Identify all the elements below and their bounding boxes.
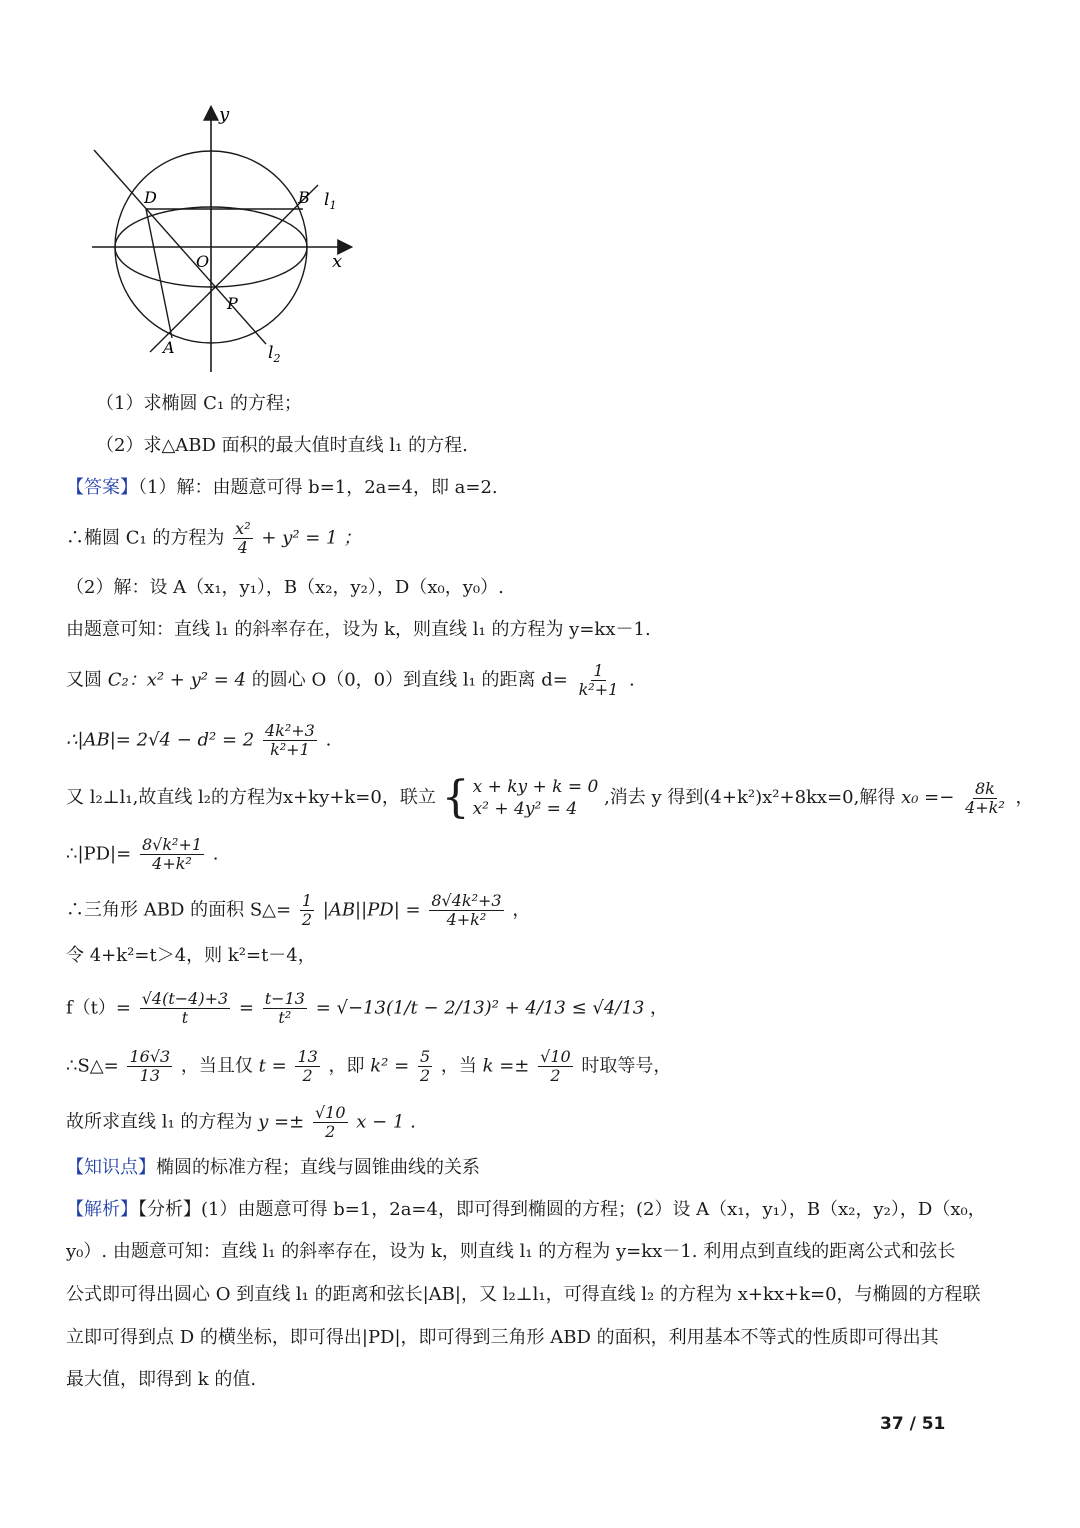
substitution-line: 令 4+k²=t＞4，则 k²=t－4， xyxy=(66,945,316,966)
label-l2: $l_2$ xyxy=(268,343,281,365)
label-x: x xyxy=(332,251,343,272)
frac-f2: $\frac{t-13}{\text{t²}}$ xyxy=(264,989,305,1027)
frac-distance: $\frac{1}{\text{k²+1}}$ xyxy=(578,661,619,699)
distance-line: 又圆 C₂：x² + y² = 4 的圆心 O（0，0）到直线 l₁ 的距离 d= $\frac{1}{\text{k²+1}}$ . xyxy=(66,661,635,699)
page-number: 37 / 51 xyxy=(880,1414,946,1434)
segment-da xyxy=(146,209,172,338)
area-line: ∴三角形 ABD 的面积 S△= $\frac{1}{2}$ |AB||PD| = $\frac{\text{8√4k²+3}}{\text{4+k²}}$ ， xyxy=(66,891,531,929)
analysis-line-4: 立即可得到点 D 的横坐标，即可得出|PD|，即可得到三角形 ABD 的面积，利用基本不等式的性质即可得出其 xyxy=(66,1327,939,1348)
line-l2-system: 又 l₂⊥l₁,故直线 l₂的方程为x+ky+k=0，联立 { x + ky + k = 0 x² + 4y² = 4 ,消去 y 得到(4+k²)x²+8kx=0,解得 x₀ =− $\frac{8k}{\text{4+k²}}$ ， xyxy=(66,772,1034,823)
frac-area: $\frac{\text{8√4k²+3}}{\text{4+k²}}$ xyxy=(431,891,502,929)
knowledge-point-text: 椭圆的标准方程；直线与圆锥曲线的关系 xyxy=(156,1157,480,1178)
label-a: A xyxy=(163,338,175,357)
answer-1-text: （1）解：由题意可得 b=1，2a=4，即 a=2. xyxy=(138,477,498,498)
label-o: O xyxy=(196,252,210,271)
frac-x0: $\frac{8k}{\text{4+k²}}$ xyxy=(965,778,1005,817)
geometry-figure xyxy=(80,100,440,380)
frac-final: $\frac{√10}{2}$ xyxy=(314,1103,346,1141)
answer-tag: 【答案】 xyxy=(66,477,138,498)
analysis-line-3: 公式即可得出圆心 O 到直线 l₁ 的距离和弦长|AB|，又 l₂⊥l₁，可得直线 l₂ 的方程为 x+kx+k=0，与椭圆的方程联 xyxy=(66,1284,981,1305)
part2-setup-line: （2）解：设 A（x₁，y₁），B（x₂，y₂），D（x₀，y₀）. xyxy=(66,577,504,598)
label-d: D xyxy=(144,188,157,207)
final-equation-line: 故所求直线 l₁ 的方程为 y =± $\frac{√10}{2}$ x − 1 . xyxy=(66,1103,416,1141)
knowledge-point-tag: 【知识点】 xyxy=(66,1157,156,1178)
equation-system: { x + ky + k = 0 x² + 4y² = 4 xyxy=(441,772,599,823)
label-l1: $l_1$ xyxy=(324,190,337,212)
frac-f1: $\frac{√4(t-4)+3}{t}$ xyxy=(141,989,229,1027)
frac-x2-over-4: $\frac{\text{x²}}{4}$ xyxy=(235,519,251,557)
slope-line: 由题意可知：直线 l₁ 的斜率存在，设为 k，则直线 l₁ 的方程为 y=kx－1. xyxy=(66,619,651,640)
ellipse-equation-line: ∴椭圆 C₁ 的方程为 $\frac{\text{x²}}{4}$ + y² = 1 ； xyxy=(66,519,362,557)
frac-t: $\frac{13}{2}$ xyxy=(297,1047,318,1085)
frac-ab: $\frac{\text{4k²+3}}{\text{k²+1}}$ xyxy=(264,721,315,759)
analysis-line-1: 【解析】【分析】(1）由题意可得 b=1，2a=4，即可得到椭圆的方程；(2）设 A（x₁，y₁），B（x₂，y₂），D（x₀， xyxy=(66,1199,986,1220)
pd-line: ∴|PD|= $\frac{\text{8√k²+1}}{\text{4+k²}}$ . xyxy=(66,835,219,873)
answer-line-1 xyxy=(66,476,498,500)
analysis-tag: 【解析】 xyxy=(66,1199,138,1220)
max-area-line: ∴S△= $\frac{16√3}{13}$ ，当且仅 t = $\frac{13}{2}$ ，即 k² = $\frac{5}{2}$ ，当 k =± $\frac{√10}{2}$ 时取等号， xyxy=(66,1047,672,1085)
question-1: （1）求椭圆 C₁ 的方程； xyxy=(96,393,302,414)
chord-ab-line: ∴|AB|= 2√4 − d² = 2 $\frac{\text{4k²+3}}{\text{k²+1}}$ . xyxy=(66,721,332,759)
frac-k: $\frac{√10}{2}$ xyxy=(540,1047,571,1085)
label-p: P xyxy=(227,294,238,313)
analysis-line-2: y₀）. 由题意可知：直线 l₁ 的斜率存在，设为 k，则直线 l₁ 的方程为 y=kx－1. 利用点到直线的距离公式和弦长 xyxy=(66,1241,956,1262)
label-y: y xyxy=(219,104,230,125)
label-b: B xyxy=(298,188,310,207)
question-2: （2）求△ABD 面积的最大值时直线 l₁ 的方程. xyxy=(96,435,468,456)
frac-s: $\frac{16√3}{13}$ xyxy=(129,1047,171,1085)
analysis-line-5: 最大值，即得到 k 的值. xyxy=(66,1369,257,1390)
frac-half: $\frac{1}{2}$ xyxy=(301,891,313,929)
frac-k2: $\frac{5}{2}$ xyxy=(419,1047,431,1085)
knowledge-point-line xyxy=(66,1156,480,1180)
frac-pd: $\frac{\text{8√k²+1}}{\text{4+k²}}$ xyxy=(141,835,203,873)
f-t-line: f（t）= $\frac{√4(t-4)+3}{t}$ = $\frac{t-13}{\text{t²}}$ = √−13(1/t − 2/13)² + 4/13 ≤ √4/13 ， xyxy=(66,989,669,1027)
